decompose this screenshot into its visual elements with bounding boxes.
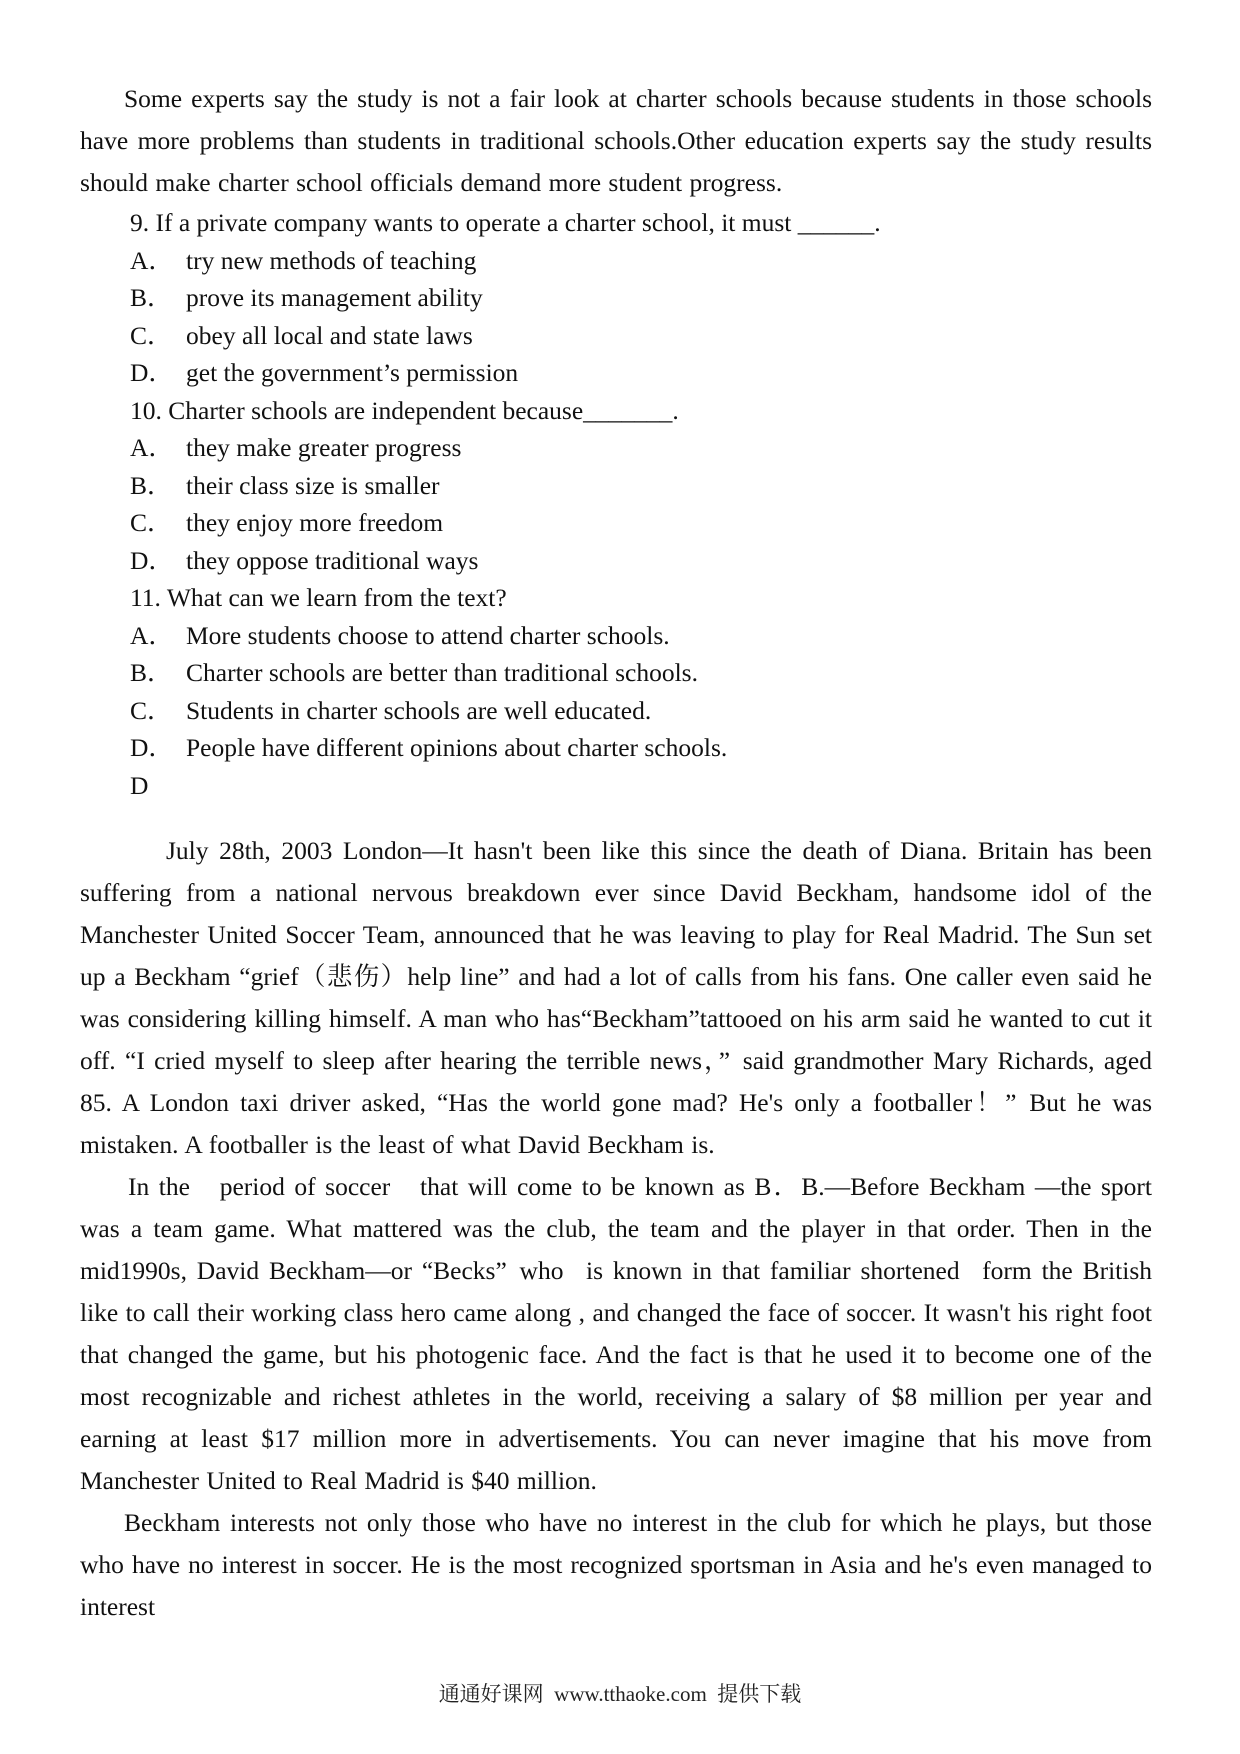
option-letter: A． [130,433,174,462]
option-letter: D． [130,545,174,575]
question-10-option-a [130,429,1152,467]
question-9-option-b [130,279,1152,317]
option-text: they make greater progress [186,433,462,462]
option-letter: C． [130,508,173,537]
option-text: they enjoy more freedom [186,508,444,537]
option-text: try new methods of teaching [186,245,477,275]
passage-paragraph-july: July 28th, 2003 London—It hasn't been like this since the death of Diana. Britain has been suffering from a national nervous breakdown ever since David Beckham, handsome idol of the Manchester United Soccer Team, announced that he was leaving to play for Real Madrid. The Sun set up a Beckham “grief（悲伤）help line” and had a lot of calls from his fans. One caller even said he was considering killing himself. A man who has“Beckham”tattooed on his arm said he wanted to cut it off. “I cried myself to sleep after hearing the terrible news，” said grandmother Mary Richards, aged 85. A London taxi driver asked, “Has the world gone mad? He's only a footballer！” But he was mistaken. A footballer is the least of what David Beckham is. [80,836,1152,1159]
question-10-option-d [130,542,1152,580]
option-text: prove its management ability [186,283,483,312]
option-text: they oppose traditional ways [186,545,479,575]
option-letter: D． [130,733,174,762]
intro-paragraph: Some experts say the study is not a fair look at charter schools because students in those schools have more problems than students in traditional schools.Other education experts say the study results should make charter school officials demand more student progress. [80,84,1152,197]
question-10-stem: 10. Charter schools are independent because_______. [130,395,679,425]
option-text: More students choose to attend charter schools. [186,620,670,650]
page-footer: 通通好课网 www.tthaoke.com 提供下载 [438,1682,802,1706]
passage-paragraph-beckham-interests: Beckham interests not only those who have no interest in the club for which he plays, but those who have no interest in soccer. He is the most recognized sportsman in Asia and he's even managed to interest [80,1508,1152,1621]
question-9-stem: 9. If a private company wants to operate a charter school, it must ______. [130,208,881,237]
document-page [80,78,1152,1628]
question-11-stem: 11. What can we learn from the text? [130,583,507,612]
question-11-option-b [130,654,1152,692]
question-11-option-c [130,692,1152,730]
option-letter: B． [130,658,173,687]
question-block [80,204,1152,804]
question-9-option-a [130,242,1152,280]
option-text: obey all local and state laws [186,320,473,350]
question-9-option-c [130,317,1152,355]
option-letter: C． [130,320,173,350]
question-10-option-c [130,504,1152,542]
option-text: get the government’s permission [186,358,519,387]
question-11-option-d [130,729,1152,767]
option-text: People have different opinions about charter schools. [186,733,728,762]
question-9-option-d [130,354,1152,392]
option-text: Students in charter schools are well educated. [186,695,652,725]
option-letter: A． [130,620,174,650]
option-letter: C． [130,695,173,725]
option-letter: A． [130,245,174,275]
option-letter: B． [130,470,173,500]
option-letter: B． [130,283,173,312]
question-10-option-b [130,467,1152,505]
question-11-option-a [130,617,1152,655]
option-text: their class size is smaller [186,470,440,500]
option-text: Charter schools are better than traditional schools. [186,658,698,687]
option-letter: D． [130,358,174,387]
passage-paragraph-in-the-period: In the period of soccer that will come to be known as B．B.—Before Beckham —the sport was a team game. What mattered was the club, the team and the player in that order. Then in the mid1990s, David Beckham—or “Becks” who is known in that familiar shortened form the British like to call their working class hero came along , and changed the face of soccer. It wasn't his right foot that changed the game, but his photogenic face. And the fact is that he used it to become one of the most recognizable and richest athletes in the world, receiving a salary of $8 million per year and earning at least $17 million more in advertisements. You can never imagine that his move from Manchester United to Real Madrid is $40 million. [80,1172,1152,1495]
answer-key: D [130,770,149,800]
